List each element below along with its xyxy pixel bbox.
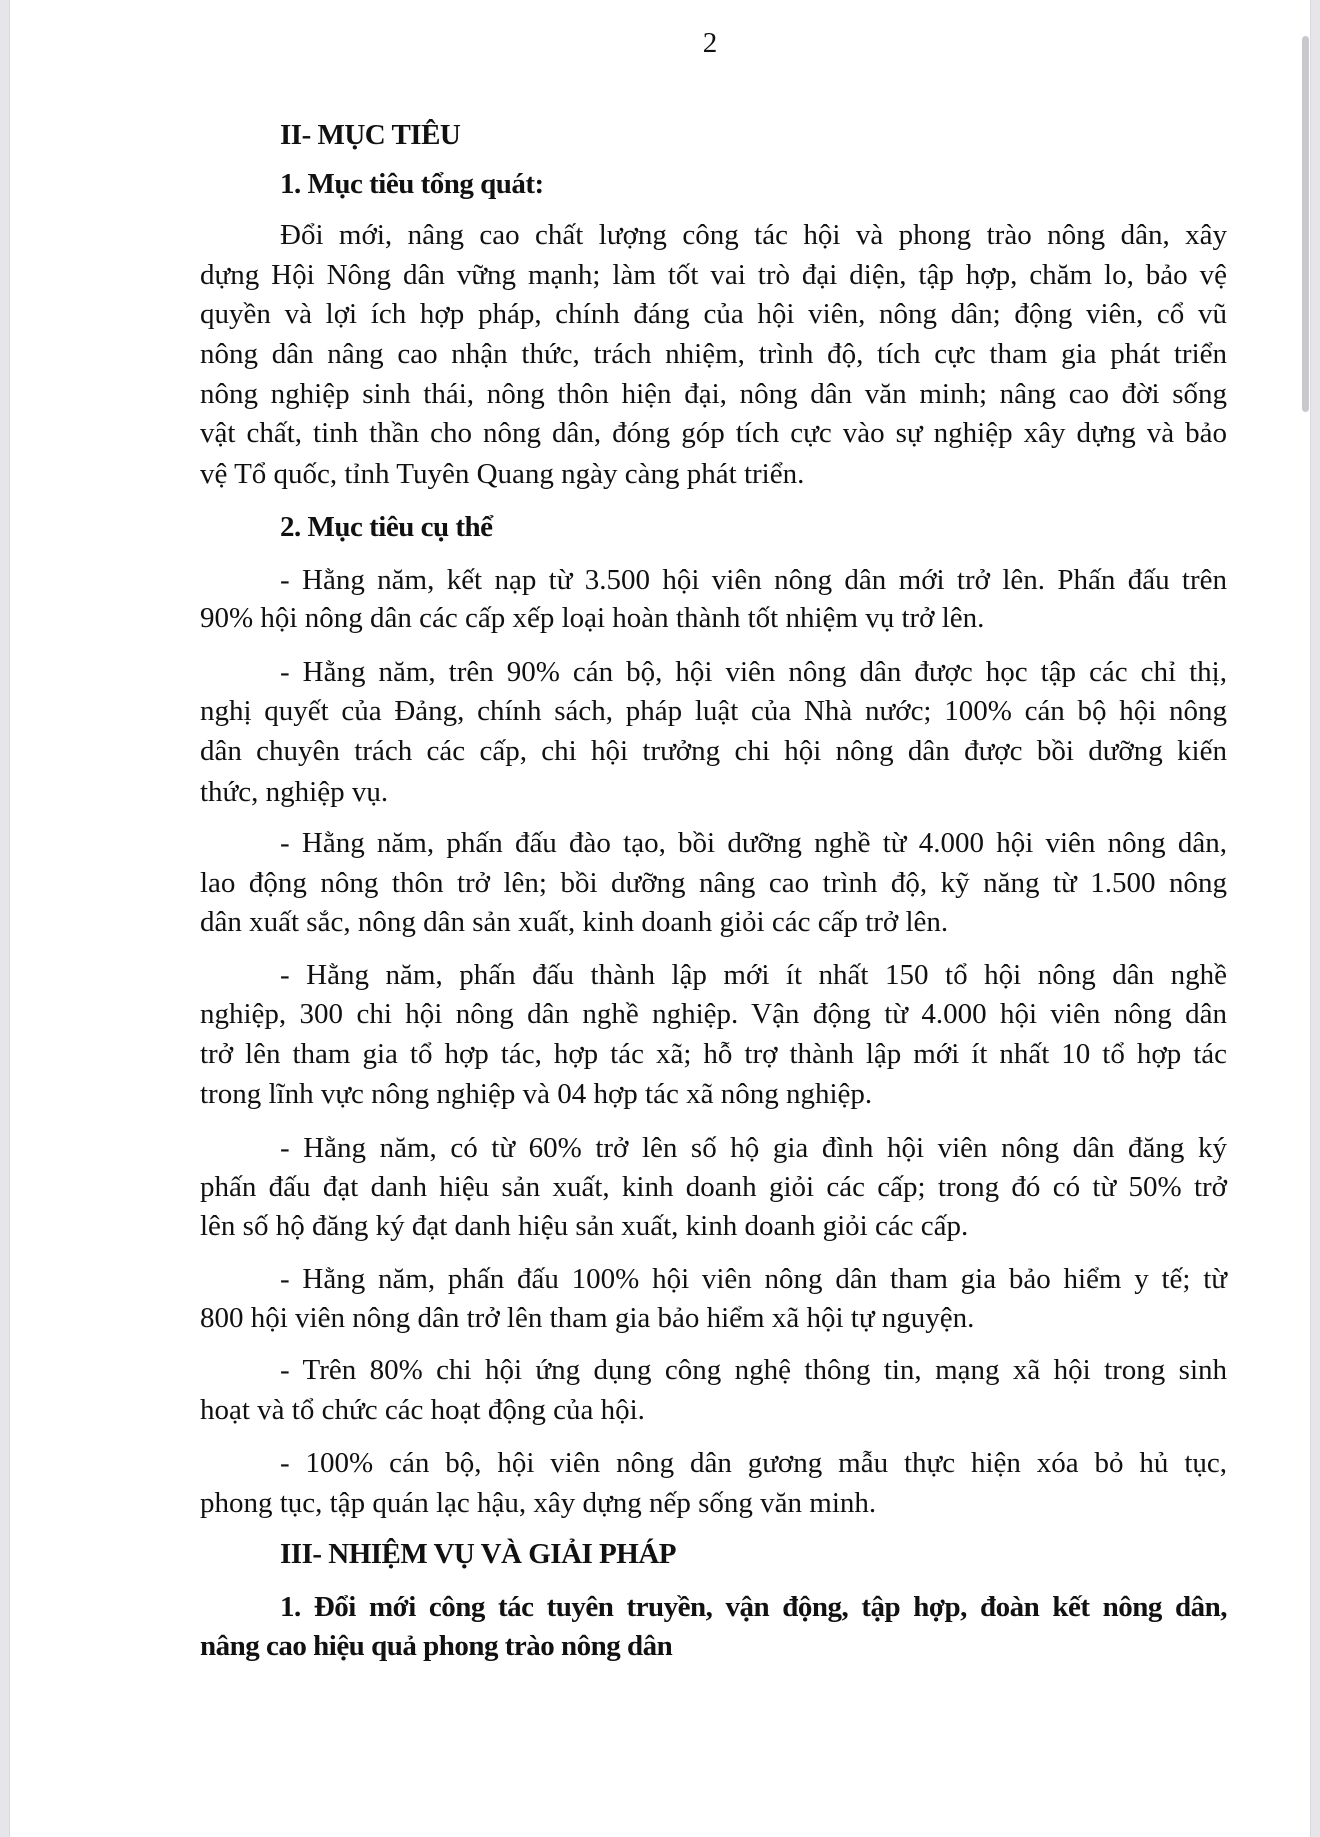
paragraph-line: lên số hộ đăng ký đạt danh hiệu sản xuất, kinh doanh giỏi các cấp. bbox=[200, 1210, 969, 1242]
paragraph-line: trở lên tham gia tổ hợp tác, hợp tác xã; hỗ trợ thành lập mới ít nhất 10 tổ hợp tác bbox=[200, 1038, 1227, 1070]
section-heading-muc-tieu: II- MỤC TIÊU bbox=[280, 119, 461, 151]
paragraph-line: nghị quyết của Đảng, chính sách, pháp luật của Nhà nước; 100% cán bộ hội nông bbox=[200, 695, 1227, 727]
subheading-specific-objectives: 2. Mục tiêu cụ thể bbox=[280, 511, 493, 543]
paragraph-line: Đổi mới, nâng cao chất lượng công tác hội và phong trào nông dân, xây bbox=[280, 219, 1227, 251]
heading-line: 1. Đổi mới công tác tuyên truyền, vận động, tập hợp, đoàn kết nông dân, bbox=[280, 1591, 1227, 1623]
paragraph-line: - 100% cán bộ, hội viên nông dân gương mẫu thực hiện xóa bỏ hủ tục, bbox=[280, 1447, 1227, 1479]
paragraph-line: lao động nông thôn trở lên; bồi dưỡng nâng cao trình độ, kỹ năng từ 1.500 nông bbox=[200, 867, 1227, 899]
paragraph-line: phấn đấu đạt danh hiệu sản xuất, kinh doanh giỏi các cấp; trong đó có từ 50% trở bbox=[200, 1171, 1227, 1203]
page-number: 2 bbox=[702, 27, 718, 59]
paragraph-line: 90% hội nông dân các cấp xếp loại hoàn thành tốt nhiệm vụ trở lên. bbox=[200, 602, 985, 634]
paragraph-line: phong tục, tập quán lạc hậu, xây dựng nếp sống văn minh. bbox=[200, 1487, 877, 1519]
paragraph-line: trong lĩnh vực nông nghiệp và 04 hợp tác xã nông nghiệp. bbox=[200, 1078, 873, 1110]
subheading-general-objective: 1. Mục tiêu tổng quát: bbox=[280, 168, 544, 200]
paragraph-line: - Hằng năm, phấn đấu đào tạo, bồi dưỡng nghề từ 4.000 hội viên nông dân, bbox=[280, 827, 1227, 859]
paragraph-line: quyền và lợi ích hợp pháp, chính đáng của hội viên, nông dân; động viên, cổ vũ bbox=[200, 298, 1227, 330]
paragraph-line: hoạt và tổ chức các hoạt động của hội. bbox=[200, 1394, 645, 1426]
vertical-scrollbar[interactable] bbox=[1302, 36, 1309, 412]
paragraph-line: - Hằng năm, kết nạp từ 3.500 hội viên nông dân mới trở lên. Phấn đấu trên bbox=[280, 564, 1227, 596]
paragraph-line: dân chuyên trách các cấp, chi hội trưởng chi hội nông dân được bồi dưỡng kiến bbox=[200, 735, 1227, 767]
paragraph-line: nghiệp, 300 chi hội nông dân nghề nghiệp. Vận động từ 4.000 hội viên nông dân bbox=[200, 998, 1227, 1030]
paragraph-line: - Hằng năm, trên 90% cán bộ, hội viên nông dân được học tập các chỉ thị, bbox=[280, 656, 1227, 688]
window-frame-right bbox=[1310, 0, 1320, 1837]
paragraph-line: - Hằng năm, phấn đấu 100% hội viên nông dân tham gia bảo hiểm y tế; từ bbox=[280, 1263, 1227, 1295]
paragraph-line: - Hằng năm, có từ 60% trở lên số hộ gia đình hội viên nông dân đăng ký bbox=[280, 1132, 1227, 1164]
paragraph-line: vệ Tổ quốc, tỉnh Tuyên Quang ngày càng phát triển. bbox=[200, 458, 805, 490]
section-heading-nhiem-vu: III- NHIỆM VỤ VÀ GIẢI PHÁP bbox=[280, 1538, 676, 1570]
paragraph-line: vật chất, tinh thần cho nông dân, đóng góp tích cực vào sự nghiệp xây dựng và bảo bbox=[200, 417, 1227, 449]
paragraph-line: thức, nghiệp vụ. bbox=[200, 776, 389, 808]
paragraph-line: dân xuất sắc, nông dân sản xuất, kinh doanh giỏi các cấp trở lên. bbox=[200, 906, 949, 938]
paragraph-line: - Hằng năm, phấn đấu thành lập mới ít nhất 150 tổ hội nông dân nghề bbox=[280, 959, 1227, 991]
window-frame-left bbox=[0, 0, 10, 1837]
paragraph-line: dựng Hội Nông dân vững mạnh; làm tốt vai trò đại diện, tập hợp, chăm lo, bảo vệ bbox=[200, 259, 1227, 291]
paragraph-line: nông nghiệp sinh thái, nông thôn hiện đại, nông dân văn minh; nâng cao đời sống bbox=[200, 378, 1227, 410]
heading-line: nâng cao hiệu quả phong trào nông dân bbox=[200, 1630, 673, 1662]
paragraph-line: - Trên 80% chi hội ứng dụng công nghệ thông tin, mạng xã hội trong sinh bbox=[280, 1354, 1227, 1386]
paragraph-line: nông dân nâng cao nhận thức, trách nhiệm, trình độ, tích cực tham gia phát triển bbox=[200, 338, 1227, 370]
paragraph-line: 800 hội viên nông dân trở lên tham gia bảo hiểm xã hội tự nguyện. bbox=[200, 1302, 975, 1334]
